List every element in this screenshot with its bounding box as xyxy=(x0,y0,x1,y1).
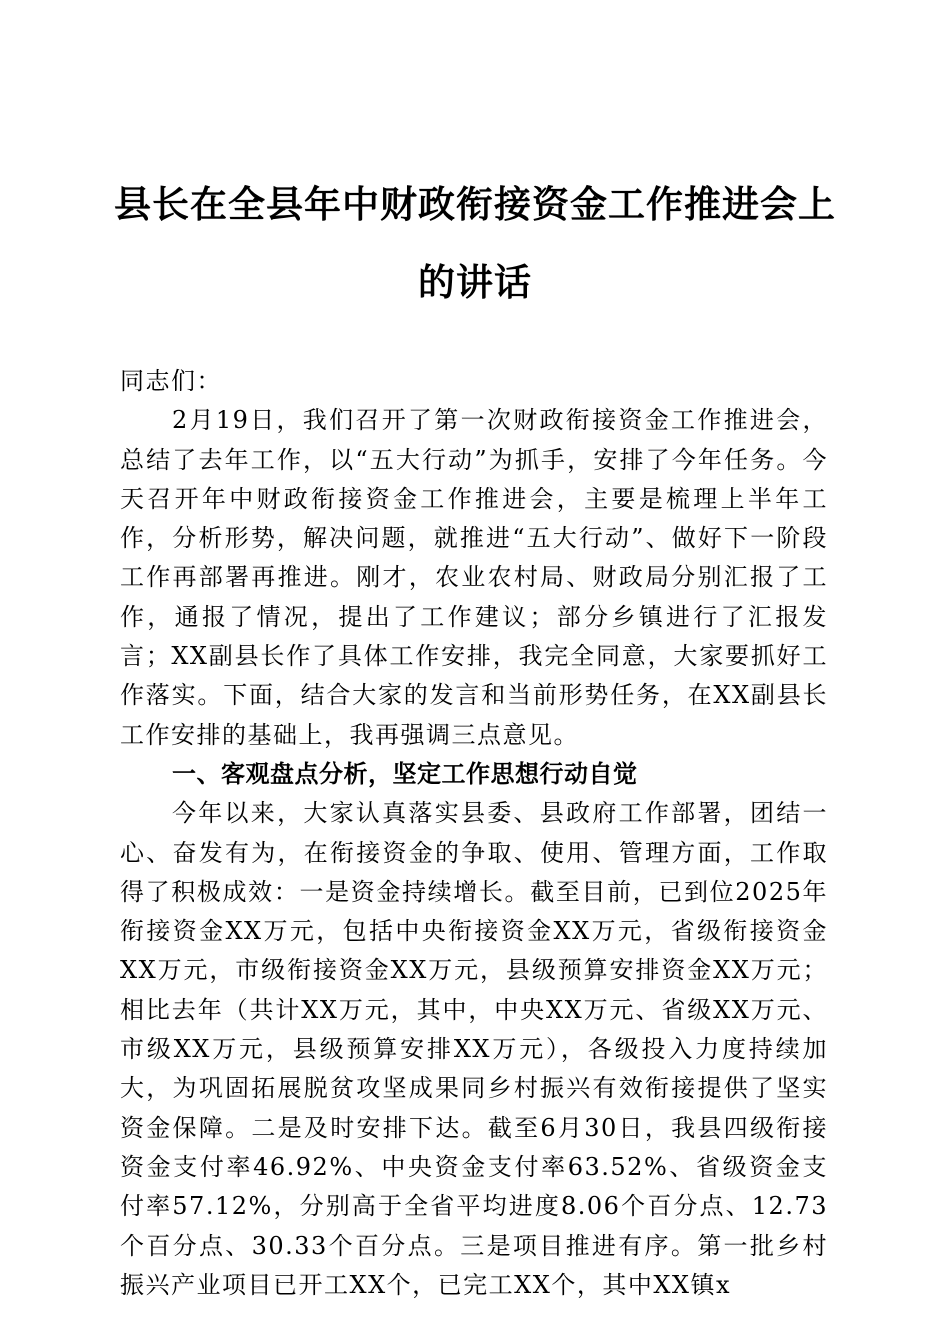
document-title: 县长在全县年中财政衔接资金工作推进会上的讲话 xyxy=(114,182,836,304)
salutation: 同志们： xyxy=(120,367,222,395)
section-paragraph: 今年以来，大家认真落实县委、县政府工作部署，团结一心、奋发有为，在衔接资金的争取、使用、管理方面，工作取得了积极成效：一是资金持续增长。截至目前，已到位2025年衔接资金XX万元，包括中央衔接资金XX万元，省级衔接资金XX万元，市级衔接资金XX万元，县级预算安排资金XX万元；相比去年（共计XX万元，其中，中央XX万元、省级XX万元、市级XX万元，县级预算安排XX万元），各级投入力度持续加大，为巩固拓展脱贫攻坚成果同乡村振兴有效衔接提供了坚实资金保障。二是及时安排下达。截至6月30日，我县四级衔接资金支付率46.92%、中央资金支付率63.52%、省级资金支付率57.12%，分别高于全省平均进度8.06个百分点、12.73个百分点、30.33个百分点。三是项目推进有序。第一批乡村振兴产业项目已开工XX个，已完工XX个，其中XX镇x xyxy=(120,799,828,1299)
document-body xyxy=(120,362,828,1305)
intro-paragraph: 2月19日，我们召开了第一次财政衔接资金工作推进会，总结了去年工作，以“五大行动”为抓手，安排了今年任务。今天召开年中财政衔接资金工作推进会，主要是梳理上半年工作，分析形势，解决问题，就推进“五大行动”、做好下一阶段工作再部署再推进。刚才，农业农村局、财政局分别汇报了工作，通报了情况，提出了工作建议；部分乡镇进行了汇报发言；XX副县长作了具体工作安排，我完全同意，大家要抓好工作落实。下面，结合大家的发言和当前形势任务，在XX副县长工作安排的基础上，我再强调三点意见。 xyxy=(120,406,828,749)
section-heading: 一、客观盘点分析，坚定工作思想行动自觉 xyxy=(172,759,638,788)
